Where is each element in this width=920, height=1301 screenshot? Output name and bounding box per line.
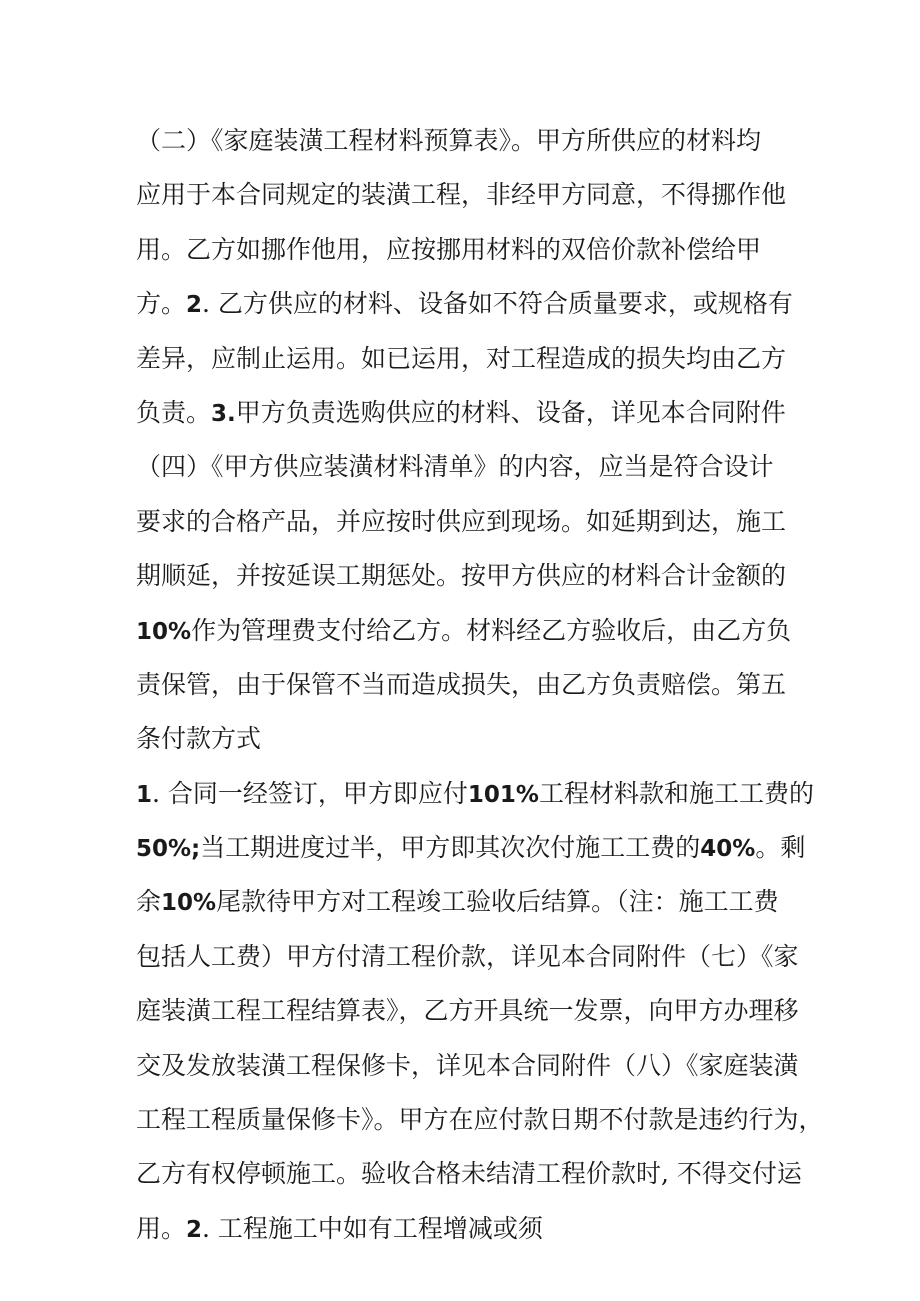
text-line — [136, 549, 816, 603]
bold-number: 40% — [700, 836, 756, 863]
text-segment: （四）《甲方供应装潢材料清单》的内容，应当是符合设计 — [136, 452, 774, 482]
text-line — [136, 875, 816, 929]
text-line — [136, 495, 816, 549]
bold-number: 2 — [186, 1216, 203, 1243]
bold-number: 1 — [136, 781, 153, 808]
bold-number: 3. — [211, 400, 236, 427]
text-line — [136, 223, 816, 277]
text-line — [136, 984, 816, 1038]
text-segment: 甲方负责选购供应的材料、设备，详见本合同附件 — [235, 397, 786, 427]
text-line — [136, 168, 816, 222]
text-segment: 差异，应制止运用。如已运用，对工程造成的损失均由乙方 — [136, 343, 787, 373]
text-segment: 当工期进度过半，甲方即其次次付施工工费的 — [200, 833, 701, 863]
text-line — [136, 1147, 816, 1201]
text-line — [136, 930, 816, 984]
text-line — [136, 604, 816, 658]
text-segment: 作为管理费支付给乙方。材料经乙方验收后，由乙方负 — [191, 615, 792, 645]
bold-number: 10% — [136, 618, 192, 645]
text-line — [136, 386, 816, 440]
text-segment: 应用于本合同规定的装潢工程，非经甲方同意，不得挪作他 — [136, 180, 787, 210]
text-line — [136, 277, 816, 331]
text-segment: 期顺延，并按延误工期惩处。按甲方供应的材料合计金额的 — [136, 561, 787, 591]
text-segment: 工程工程质量保修卡》。甲方在应付款日期不付款是违约行为， — [136, 1105, 824, 1135]
text-segment: 余 — [136, 887, 162, 917]
bold-number: 50%; — [136, 836, 201, 863]
text-segment: . 乙方供应的材料、设备如不符合质量要求，或规格有 — [202, 289, 793, 319]
text-segment: 方。 — [136, 289, 187, 319]
text-line — [136, 658, 816, 712]
bold-number: 101% — [467, 781, 539, 808]
text-segment: 交及发放装潢工程保修卡，详见本合同附件（八）《家庭装潢 — [136, 1050, 799, 1080]
text-line — [136, 1202, 816, 1256]
text-line — [136, 712, 816, 766]
text-line — [136, 114, 816, 168]
bold-number: 2 — [186, 292, 203, 319]
text-segment: 用。乙方如挪作他用，应按挪用材料的双倍价款补偿给甲 — [136, 234, 762, 264]
text-line — [136, 332, 816, 386]
text-segment: （二）《家庭装潢工程材料预算表》。甲方所供应的材料均 — [136, 126, 762, 155]
text-segment: 乙方有权停顿施工。验收合格未结清工程价款时, 不得交付运 — [136, 1159, 802, 1189]
text-segment: 负责。 — [136, 397, 212, 427]
contract-text-body — [136, 114, 824, 1256]
text-segment: 责保管，由于保管不当而造成损失，由乙方负责赔偿。第五 — [136, 669, 787, 699]
text-segment: 尾款待甲方对工程竣工验收后结算。（注：施工工费 — [216, 887, 779, 917]
text-line — [136, 767, 816, 821]
text-segment: . 工程施工中如有工程增减或须 — [202, 1213, 543, 1243]
text-line — [136, 821, 816, 875]
text-line — [136, 440, 816, 494]
text-segment: . 合同一经签订，甲方即应付 — [152, 778, 468, 808]
text-segment: 工程材料款和施工工费的 — [538, 778, 814, 808]
text-segment: 包括人工费）甲方付清工程价款，详见本合同附件（七）《家 — [136, 941, 799, 971]
text-segment: 庭装潢工程工程结算表》，乙方开具统一发票，向甲方办理移 — [136, 996, 799, 1026]
text-segment: 条付款方式 — [136, 724, 262, 754]
text-segment: 要求的合格产品，并应按时供应到现场。如延期到达，施工 — [136, 506, 787, 536]
text-segment: 用。 — [136, 1213, 187, 1243]
bold-number: 10% — [161, 890, 217, 917]
text-segment: 。剩 — [755, 833, 806, 863]
text-line — [136, 1093, 824, 1147]
text-line — [136, 1039, 816, 1093]
